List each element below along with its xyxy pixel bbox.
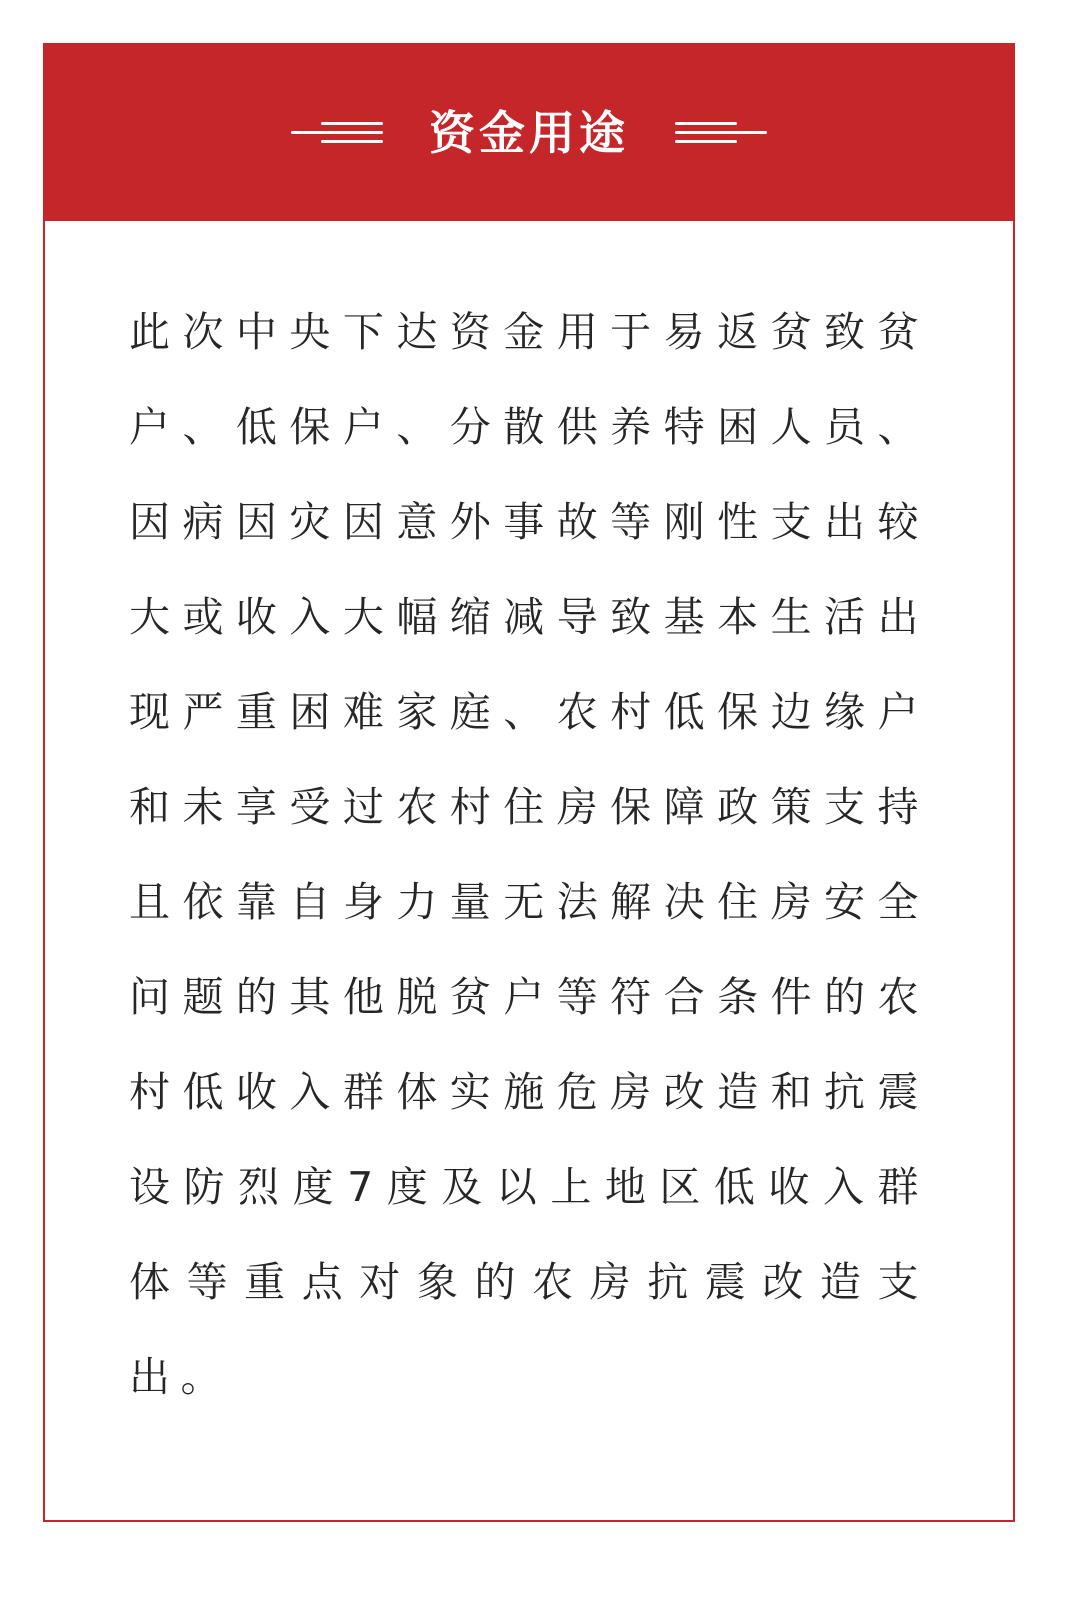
header-left-line-decoration — [291, 116, 383, 150]
card-body — [45, 221, 1013, 1425]
card-header — [45, 45, 1013, 221]
funding-purpose-card — [43, 43, 1015, 1522]
body-paragraph: 此次中央下达资金用于易返贫致贫户、低保户、分散供养特困人员、因病因灾因意外事故等刚性支出较大或收入大幅缩减导致基本生活出现严重困难家庭、农村低保边缘户和未享受过农村住房保障政策支持且依靠自身力量无法解决住房安全问题的其他脱贫户等符合条件的农村低收入群体实施危房改造和抗震设防烈度7度及以上地区低收入群体等重点对象的农房抗震改造支出。 — [129, 308, 929, 1401]
header-right-line-decoration — [675, 116, 767, 150]
section-title: 资金用途 — [429, 106, 629, 160]
